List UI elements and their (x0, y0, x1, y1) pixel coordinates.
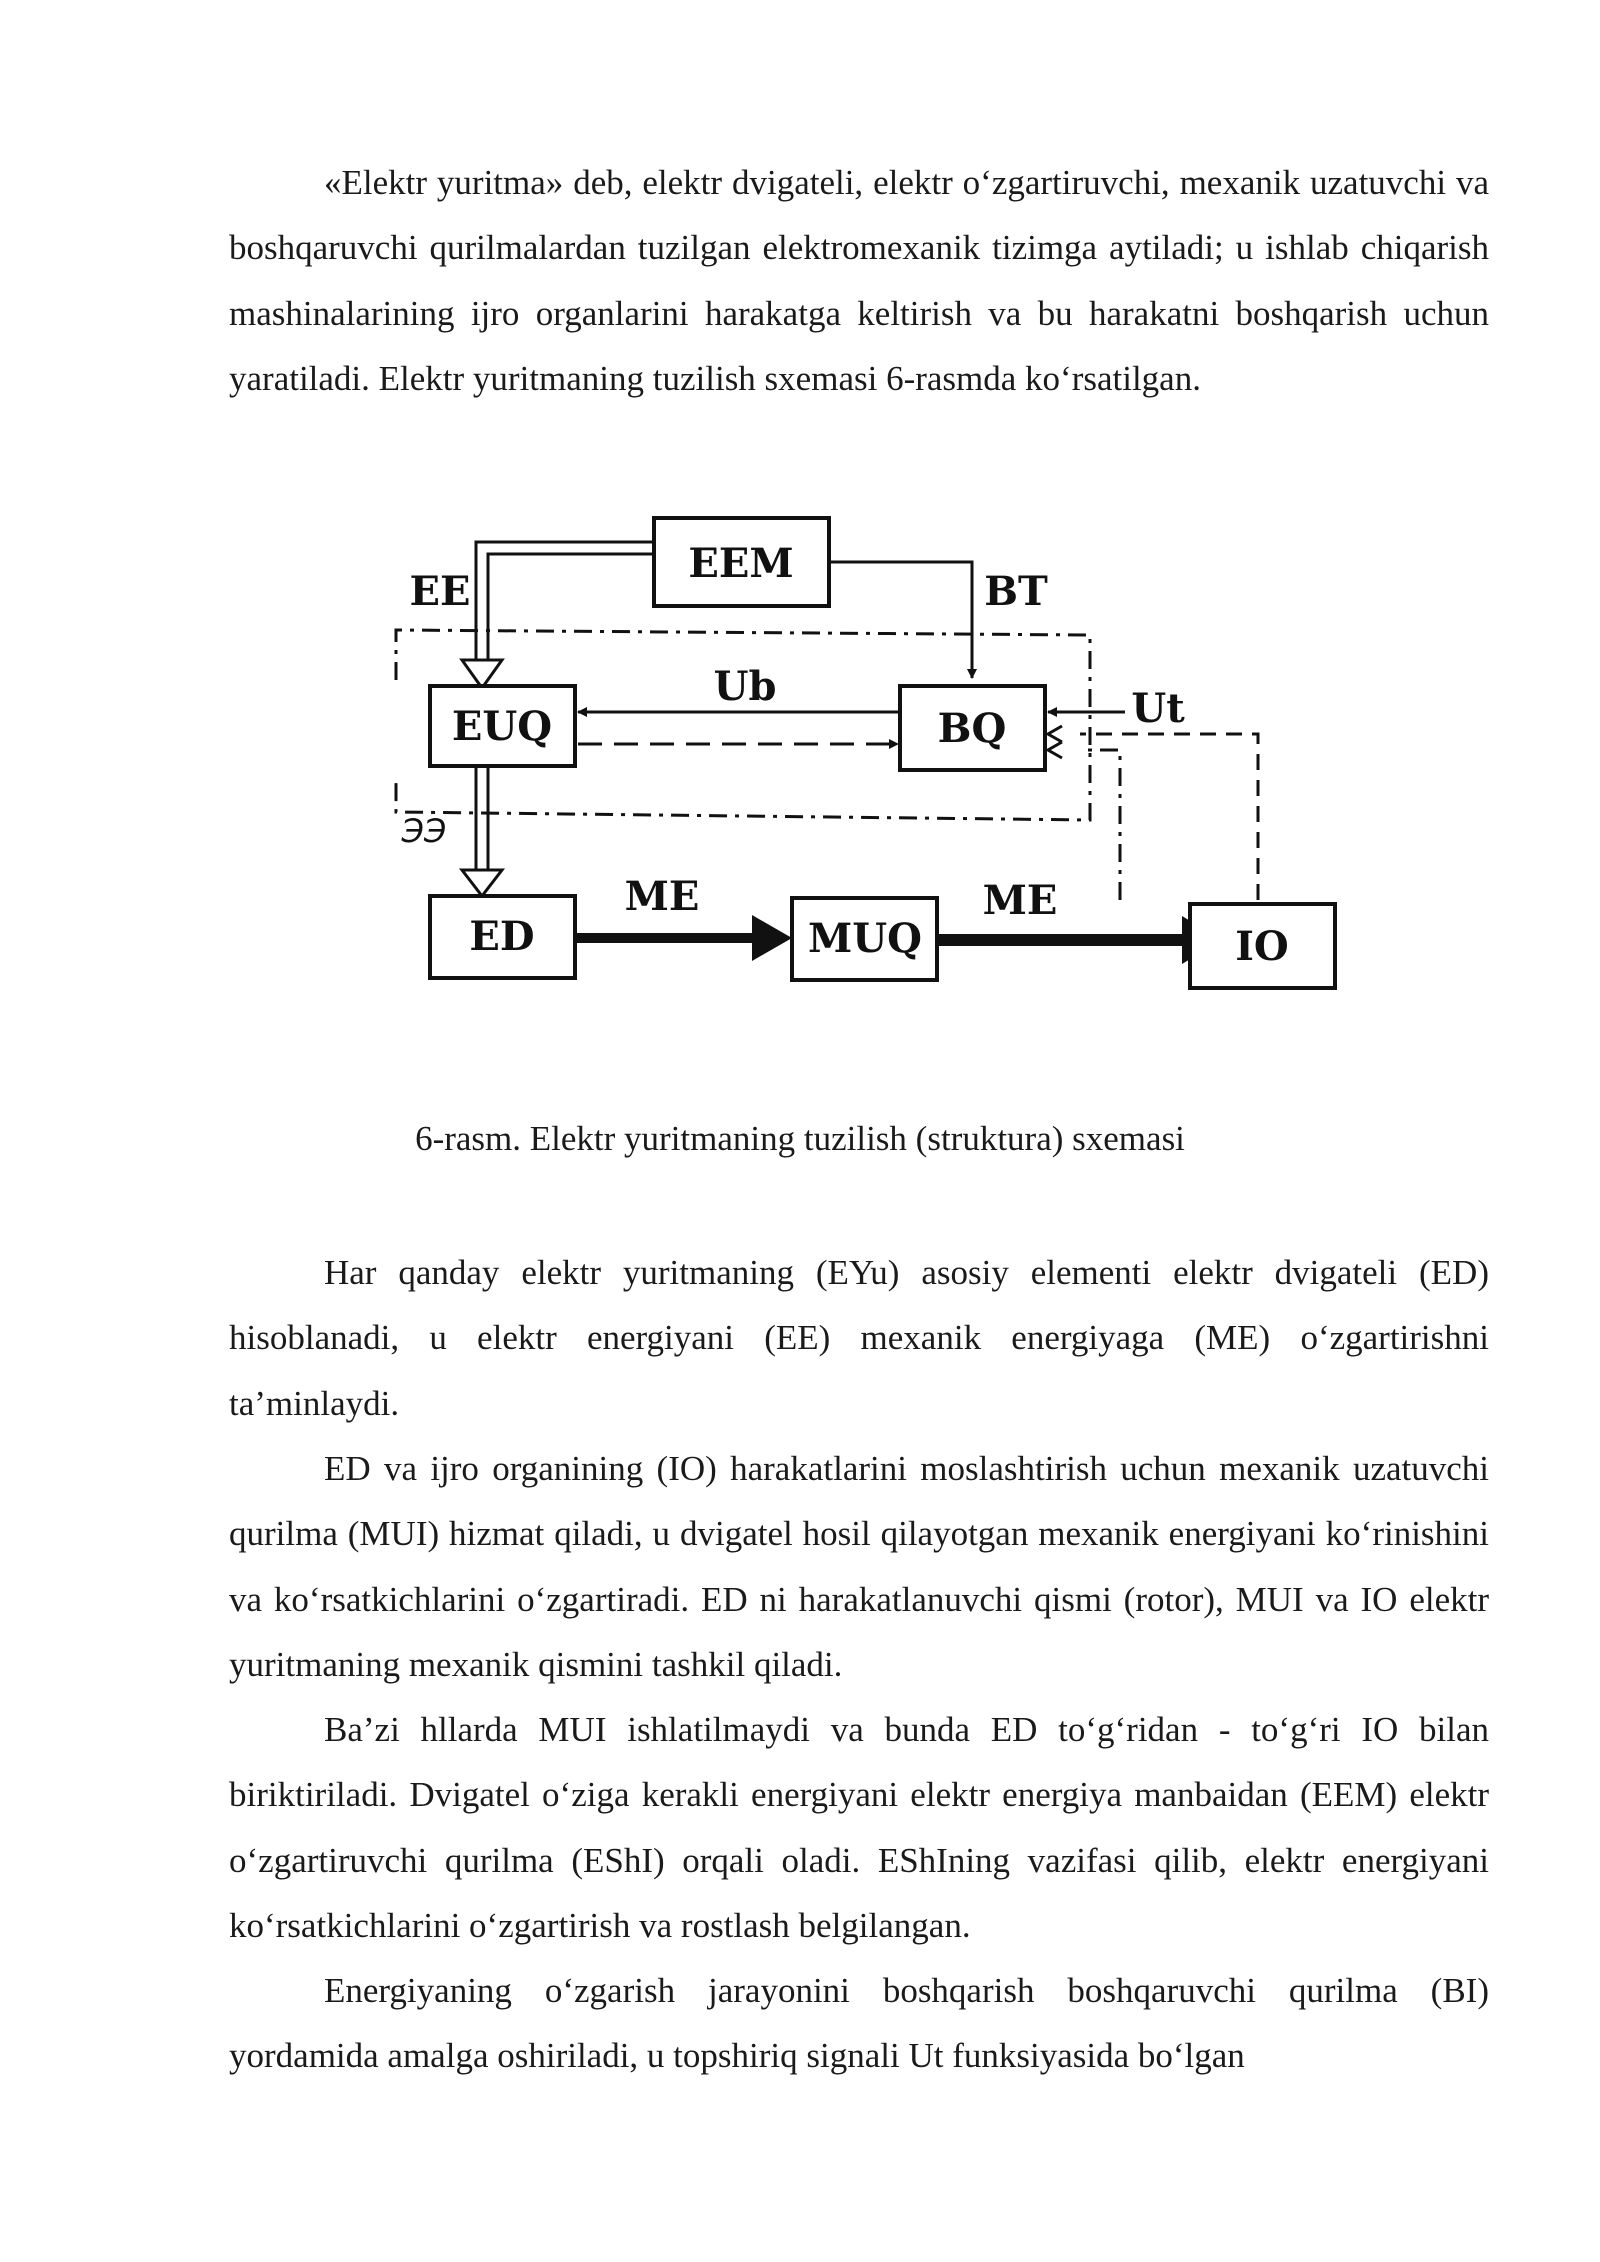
paragraph-3 (229, 1436, 1489, 1697)
me-arrow-2 (937, 916, 1222, 964)
paragraph-4-text: Ba’zi hllarda MUI ishlatilmaydi va bunda ED to‘g‘ridan - to‘g‘ri IO bilan biriktiriladi. Dvigatel o‘ziga kerakli energiyani elektr energiya manbaidan (EEM) elektr o‘zgartiruvchi qurilma (EShI) orqali oladi. EShIning vazifasi qilib, elektr energiyani ko‘rsatkichlarini o‘zgartirish va rostlash belgilangan. (229, 1710, 1489, 1945)
ee-output-arrowhead (462, 870, 502, 896)
paragraph-5-text: Energiyaning o‘zgarish jarayonini boshqarish boshqaruvchi qurilma (BI) yordamida amalga oshiriladi, u topshiriq signali Ut funksiyasida bo‘lgan (229, 1971, 1489, 2076)
block-io-label: IO (1235, 923, 1289, 970)
paragraph-4 (229, 1697, 1489, 1958)
structure-diagram (380, 500, 1360, 1020)
feedback-arrowhead-1 (1048, 726, 1062, 742)
block-eem-label: EEM (688, 540, 794, 587)
ee-output-line (476, 766, 488, 870)
paragraph-2 (229, 1240, 1489, 1436)
figure-caption: 6-rasm. Elektr yuritmaning tuzilish (struktura) sxemasi (415, 1119, 1185, 1158)
label-ee-cyrillic: ЭЭ (401, 812, 447, 850)
feedback-line-io (1080, 750, 1120, 900)
paragraph-2-text: Har qanday elektr yuritmaning (EYu) asosiy elementi elektr dvigateli (ED) hisoblanadi, u elektr energiyani (EE) mexanik energiyaga (ME) o‘zgartirishni ta’minlaydi. (229, 1253, 1489, 1423)
label-me-2: ME (982, 877, 1058, 924)
diagram-svg (380, 500, 1360, 1020)
block-ed-label: ED (469, 913, 535, 960)
feedback-line-ut (1080, 734, 1258, 900)
label-bt: BT (984, 568, 1048, 615)
paragraph-3-text: ED va ijro organining (IO) harakatlarini moslashtirish uchun mexanik uzatuvchi qurilma (MUI) hizmat qiladi, u dvigatel hosil qilayotgan mexanik energiyani ko‘rinishini va ko‘rsatkichlarini o‘zgartiradi. ED ni harakatlanuvchi qismi (rotor), MUI va IO elektr yuritmaning mexanik qismini tashkil qiladi. (229, 1449, 1489, 1684)
label-ub: Ub (713, 663, 777, 710)
block-euq-label: EUQ (451, 703, 553, 750)
label-me-1: ME (624, 873, 700, 920)
feedback-arrowhead-2 (1048, 742, 1062, 758)
label-ut: Ut (1131, 685, 1185, 732)
bt-line (829, 562, 972, 678)
paragraph-5 (229, 1958, 1489, 2089)
block-muq-label: MUQ (807, 915, 923, 962)
block-bq-label: BQ (937, 705, 1007, 752)
ee-supply-arrowhead (462, 660, 502, 688)
me-arrow-1 (575, 915, 792, 961)
ee-supply-line (476, 542, 654, 660)
label-ee: EE (409, 568, 471, 615)
paragraph-1-text: «Elektr yuritma» deb, elektr dvigateli, elektr o‘zgartiruvchi, mexanik uzatuvchi va boshqaruvchi qurilmalardan tuzilgan elektromexanik tizimga aytiladi; u ishlab chiqarish mashinalarining ijro organlarini harakatga keltirish va bu harakatni boshqarish uchun yaratiladi. Elektr yuritmaning tuzilish sxemasi 6-rasmda ko‘rsatilgan. (229, 163, 1489, 398)
paragraph-1 (229, 150, 1489, 411)
